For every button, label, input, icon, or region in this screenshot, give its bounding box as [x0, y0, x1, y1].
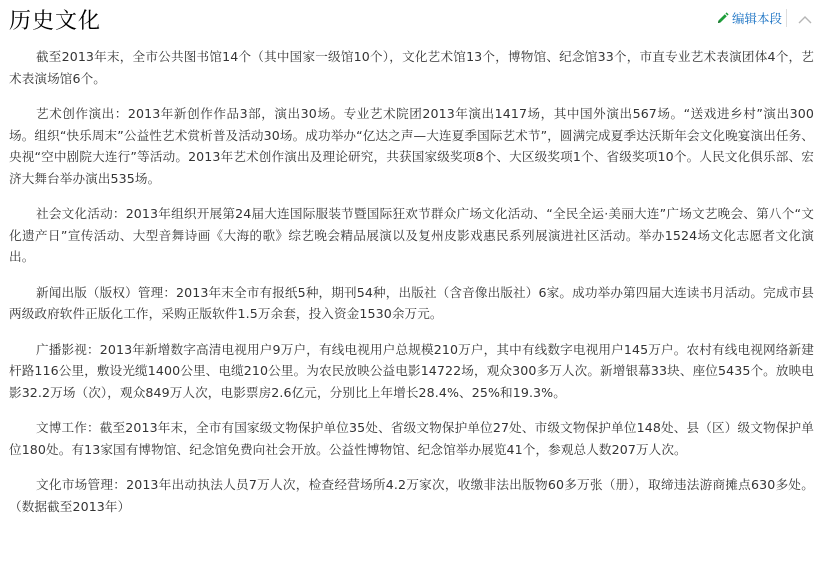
paragraph-social-culture: 社会文化活动：2013年组织开展第24届大连国际服装节暨国际狂欢节群众广场文化活动、“全民全运·美丽大连”广场文艺晚会、第八个“文化遗产日”宣传活动、大型音舞诗画《大海的歌》综艺晚会精品展演以及复州皮影戏惠民系列展演进社区活动。举办1524场文化志愿者文化演出。	[9, 206, 814, 264]
paragraph-overview: 截至2013年末，全市公共图书馆14个（其中国家一级馆10个），文化艺术馆13个，博物馆、纪念馆33个，市直专业艺术表演团体4个，艺术表演场馆6个。	[9, 49, 814, 86]
paragraph-press-publishing: 新闻出版（版权）管理：2013年末全市有报纸5种，期刊54种，出版社（含音像出版社）6家。成功举办第四届大连读书月活动。完成市县两级政府软件正版化工作，采购正版软件1.5万余套，投入资金1530余万元。	[9, 284, 814, 321]
paragraph-market-regulation: 文化市场管理：2013年出动执法人员7万人次，检查经营场所4.2万家次，收缴非法出版物60多万张（册），取缔违法游商摊点630多处。（数据截至2013年）	[9, 477, 814, 514]
paragraph-broadcasting: 广播影视：2013年新增数字高清电视用户9万户，有线电视用户总规模210万户，其中有线数字电视用户145万户。农村有线电视网络新建杆路116公里，敷设光缆1400公里、电缆210公里。为农民放映公益电影14722场，观众300多万人次。新增银幕33块、座位5435个。放映电影32.2万场（次），观众849万人次，电影票房2.6亿元，分别比上年增长28.4%、25%和19.3%。	[9, 341, 815, 400]
section-title: 历史文化	[9, 9, 102, 34]
edit-section-label: 编辑本段	[732, 11, 783, 26]
edit-section-button[interactable]	[716, 10, 782, 26]
section-header	[0, 0, 824, 35]
header-divider	[786, 9, 787, 27]
pencil-icon	[716, 12, 729, 25]
paragraph-art-performances: 艺术创作演出：2013年新创作作品3部，演出30场。专业艺术院团2013年演出1417场，其中国外演出567场。“送戏进乡村”演出300场。组织“快乐周末”公益性艺术赏析普及活动30场。成功举办“亿达之声—大连夏季国际艺术节”，圆满完成夏季达沃斯年会文化晚宴演出任务、央视“空中剧院大连行”等活动。2013年艺术创作演出及理论研究，共获国家级奖项8个、大区级奖项1个、省级奖项10个。人民文化俱乐部、宏济大舞台举办演出535场。	[9, 106, 814, 186]
section-content	[9, 46, 814, 531]
chevron-up-icon	[798, 9, 812, 28]
paragraph-cultural-relics: 文博工作：截至2013年末，全市有国家级文物保护单位35处、省级文物保护单位27处、市级文物保护单位148处、县（区）级文物保护单位180处。有13家国有博物馆、纪念馆免费向社会开放。公益性博物馆、纪念馆举办展览41个，参观总人数207万人次。	[9, 420, 814, 457]
collapse-section-button[interactable]	[795, 8, 815, 28]
